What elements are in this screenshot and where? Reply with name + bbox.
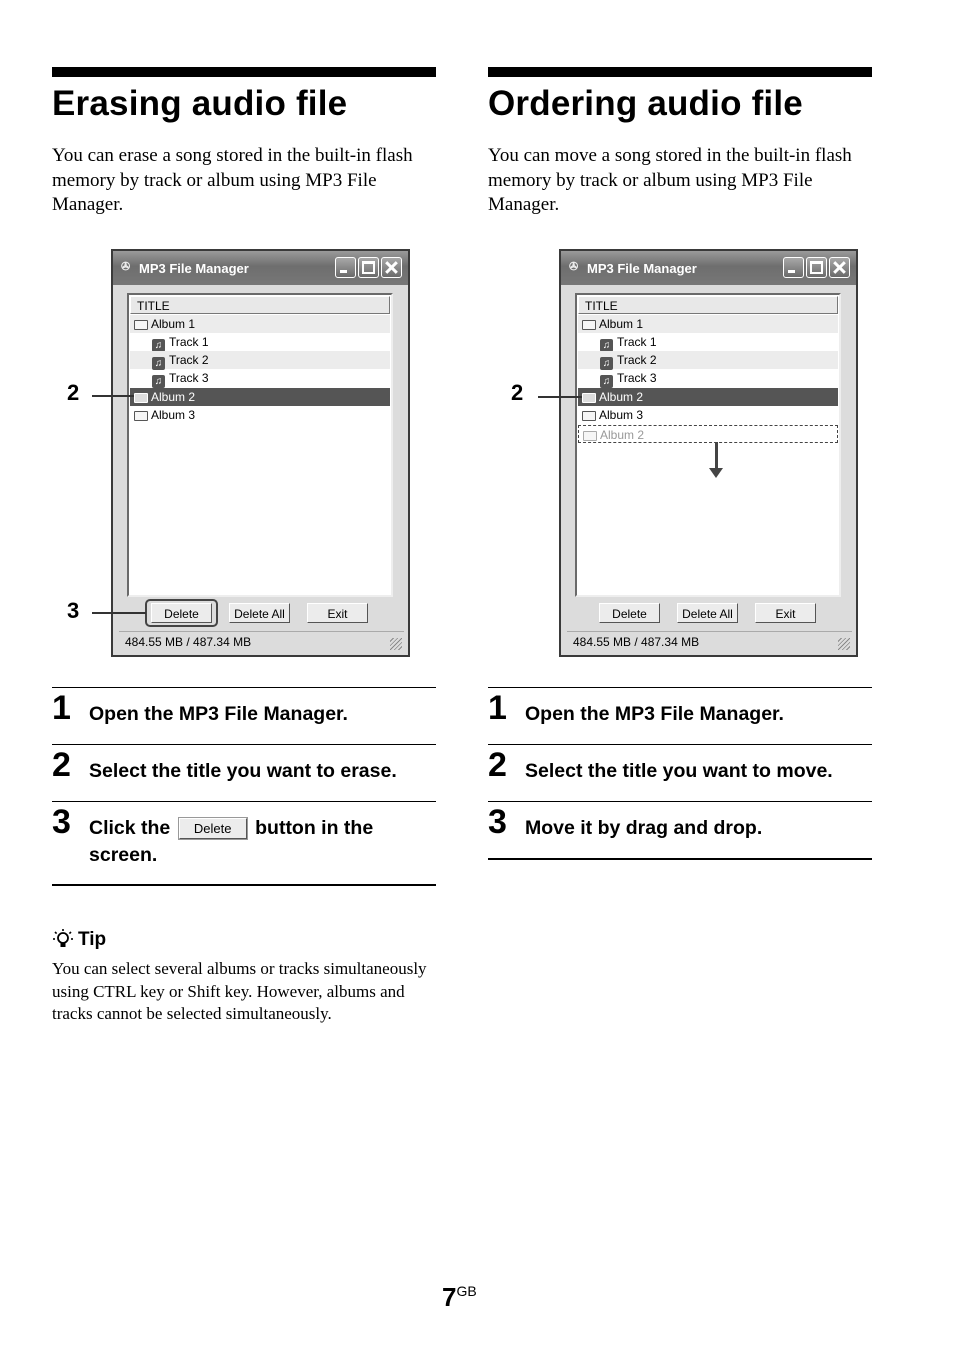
list-item-track-3[interactable]: ♫ Track 3 <box>578 369 838 387</box>
callout-line-3-erase <box>92 612 146 614</box>
column-header-title[interactable]: TITLE <box>578 296 838 314</box>
tip-heading <box>52 928 436 952</box>
step-number: 2 <box>52 746 71 784</box>
list-item-track-2[interactable]: ♫ Track 2 <box>578 351 838 369</box>
close-button[interactable] <box>381 257 402 278</box>
title-list[interactable] <box>575 293 841 597</box>
music-note-icon: ♫ <box>152 375 165 388</box>
app-icon: ✇ <box>121 261 131 273</box>
list-item-album-3[interactable]: Album 3 <box>130 406 390 424</box>
folder-icon <box>582 320 596 330</box>
list-item-track-1[interactable]: ♫ Track 1 <box>130 333 390 351</box>
step-3 <box>488 801 872 858</box>
step-number: 1 <box>52 689 71 727</box>
section-rule <box>52 67 436 77</box>
step-text: Move it by drag and drop. <box>525 817 763 839</box>
exit-button[interactable]: Exit <box>755 603 816 623</box>
step-text: Open the MP3 File Manager. <box>89 703 348 725</box>
step-text: Select the title you want to move. <box>525 760 833 782</box>
list-item-album-2-selected[interactable]: Album 2 <box>130 388 390 406</box>
mp3-file-manager-window-order <box>559 249 858 657</box>
close-button[interactable] <box>829 257 850 278</box>
step-number: 3 <box>488 803 507 841</box>
folder-icon <box>583 431 597 441</box>
delete-all-button[interactable]: Delete All <box>677 603 738 623</box>
section-rule <box>488 67 872 77</box>
step-text: Select the title you want to erase. <box>89 760 397 782</box>
maximize-button[interactable] <box>358 257 379 278</box>
minimize-button[interactable] <box>335 257 356 278</box>
drag-ghost-album-2: Album 2 <box>578 425 838 443</box>
window-titlebar[interactable] <box>561 251 856 285</box>
callout-2-order: 2 <box>511 380 524 405</box>
column-header-title[interactable]: TITLE <box>130 296 390 314</box>
step-number: 2 <box>488 746 507 784</box>
page-number: $7^{GB}$ <box>442 1282 477 1312</box>
minimize-button[interactable] <box>783 257 804 278</box>
window-title: MP3 File Manager <box>139 261 249 276</box>
inline-delete-button: Delete <box>179 818 247 839</box>
memory-status: 484.55 MB / 487.34 MB <box>573 635 700 649</box>
erasing-heading: Erasing audio file <box>52 84 348 123</box>
erase-steps <box>52 687 436 886</box>
folder-icon <box>582 411 596 421</box>
music-note-icon: ♫ <box>600 375 613 388</box>
delete-button[interactable]: Delete <box>151 603 212 623</box>
app-icon: ✇ <box>569 261 579 273</box>
step-1 <box>488 688 872 744</box>
folder-icon <box>134 393 148 403</box>
ordering-intro: You can move a song stored in the built-in flash memory by track or album using MP3 File Manager. <box>488 145 852 215</box>
drag-arrow-icon <box>715 442 718 470</box>
erasing-section <box>52 67 436 215</box>
folder-icon <box>134 320 148 330</box>
resize-grip-icon[interactable] <box>390 638 402 650</box>
list-item-album-1[interactable]: Album 1 <box>130 315 390 333</box>
status-bar <box>119 631 404 652</box>
erasing-intro: You can erase a song stored in the built-in flash memory by track or album using MP3 File Manager. <box>52 145 413 215</box>
delete-all-button[interactable]: Delete All <box>229 603 290 623</box>
exit-button[interactable]: Exit <box>307 603 368 623</box>
mp3-file-manager-window-erase <box>111 249 410 657</box>
music-note-icon: ♫ <box>152 357 165 370</box>
ordering-heading: Ordering audio file <box>488 84 803 123</box>
tip-text: You can select several albums or tracks simultaneously using CTRL key or Shift key. However, albums and tracks cannot be selected simultaneously. <box>52 959 427 1023</box>
callout-3-erase: 3 <box>67 598 80 623</box>
music-note-icon: ♫ <box>600 357 613 370</box>
ordering-section <box>488 67 872 215</box>
step-3 <box>52 801 436 884</box>
order-steps <box>488 687 872 860</box>
folder-icon <box>582 393 596 403</box>
memory-status: 484.55 MB / 487.34 MB <box>125 635 252 649</box>
tip-box <box>52 928 436 1026</box>
list-item-album-1[interactable]: Album 1 <box>578 315 838 333</box>
list-item-album-2-selected[interactable]: Album 2 <box>578 388 838 406</box>
maximize-button[interactable] <box>806 257 827 278</box>
list-item-track-2[interactable]: ♫ Track 2 <box>130 351 390 369</box>
step-number: 3 <box>52 803 71 841</box>
status-bar <box>567 631 852 652</box>
list-item-track-1[interactable]: ♫ Track 1 <box>578 333 838 351</box>
music-note-icon: ♫ <box>600 339 613 352</box>
callout-2-erase: 2 <box>67 380 80 405</box>
step-2 <box>52 744 436 801</box>
list-item-album-3[interactable]: Album 3 <box>578 406 838 424</box>
resize-grip-icon[interactable] <box>838 638 850 650</box>
step-text: Click the Delete button in the screen. <box>89 817 374 866</box>
callout-line-2-order <box>538 396 582 398</box>
tip-label: Tip <box>78 929 107 950</box>
page-suffix: GB <box>456 1283 477 1299</box>
window-title: MP3 File Manager <box>587 261 697 276</box>
callout-line-2-erase <box>92 395 134 397</box>
delete-button[interactable]: Delete <box>599 603 660 623</box>
list-item-track-3[interactable]: ♫ Track 3 <box>130 369 390 387</box>
step-number: 1 <box>488 689 507 727</box>
window-titlebar[interactable] <box>113 251 408 285</box>
title-list[interactable] <box>127 293 393 597</box>
step-1 <box>52 688 436 744</box>
lightbulb-icon <box>52 928 74 950</box>
folder-icon <box>134 411 148 421</box>
step-text: Open the MP3 File Manager. <box>525 703 784 725</box>
music-note-icon: ♫ <box>152 339 165 352</box>
step-2 <box>488 744 872 801</box>
